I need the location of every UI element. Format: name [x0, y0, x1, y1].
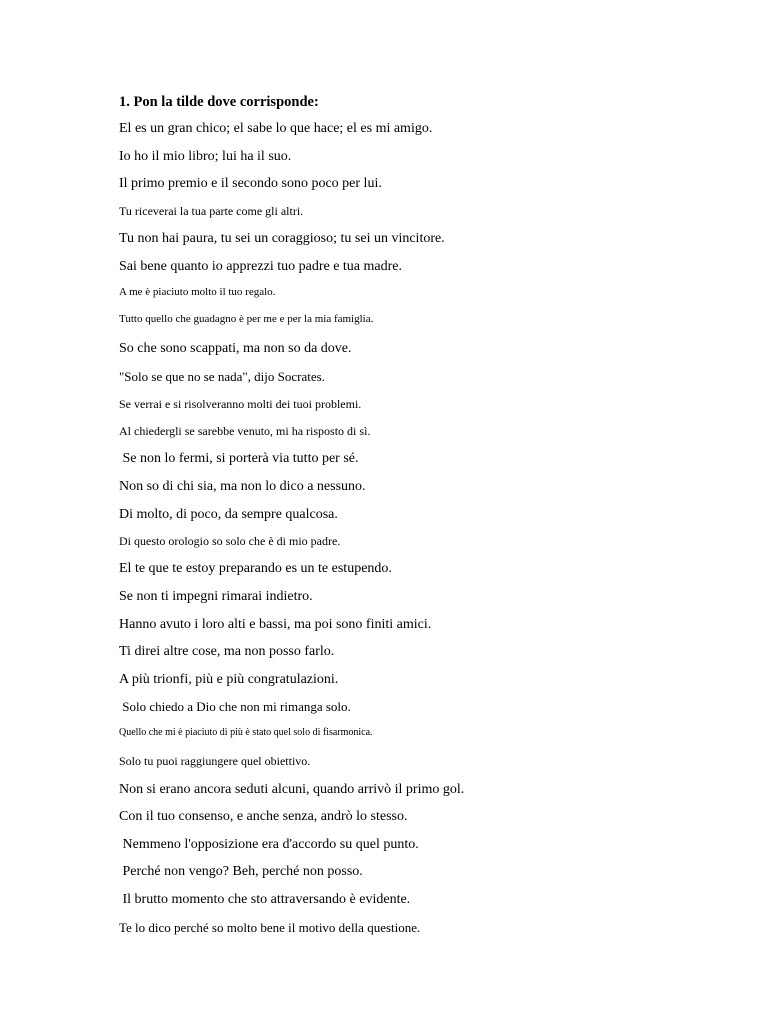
exercise-line: Ti direi altre cose, ma non posso farlo. [119, 644, 335, 659]
exercise-line: A me è piaciuto molto il tuo regalo. [119, 286, 276, 298]
exercise-line: Se verrai e si risolveranno molti dei tuoi problemi. [119, 397, 362, 411]
exercise-line: Sai bene quanto io apprezzi tuo padre e tua madre. [119, 259, 402, 274]
exercise-line: Se non ti impegni rimarai indietro. [119, 589, 313, 604]
exercise-line: Solo tu puoi raggiungere quel obiettivo. [119, 754, 311, 768]
exercise-line: Io ho il mio libro; lui ha il suo. [119, 149, 292, 164]
exercise-line: Con il tuo consenso, e anche senza, andrò lo stesso. [119, 809, 408, 824]
exercise-line: Di molto, di poco, da sempre qualcosa. [119, 507, 338, 522]
exercise-line: Quello che mi è piaciuto di più è stato quel solo di fisarmonica. [119, 727, 373, 738]
exercise-title: 1. Pon la tilde dove corrisponde: [119, 94, 319, 110]
exercise-line: Il primo premio e il secondo sono poco per lui. [119, 176, 382, 191]
exercise-line: Non si erano ancora seduti alcuni, quando arrivò il primo gol. [119, 782, 465, 797]
exercise-line: El es un gran chico; el sabe lo que hace; el es mi amigo. [119, 121, 433, 136]
exercise-line: "Solo se que no se nada", dijo Socrates. [119, 369, 325, 384]
exercise-line: Di questo orologio so solo che è di mio padre. [119, 534, 341, 548]
exercise-line: Hanno avuto i loro alti e bassi, ma poi sono finiti amici. [119, 617, 432, 632]
exercise-line: So che sono scappati, ma non so da dove. [119, 341, 352, 356]
exercise-line: A più trionfi, più e più congratulazioni. [119, 672, 339, 687]
exercise-line: Perché non vengo? Beh, perché non posso. [119, 864, 363, 879]
exercise-line: Nemmeno l'opposizione era d'accordo su quel punto. [119, 837, 419, 852]
exercise-line: Tutto quello che guadagno è per me e per la mia famiglia. [119, 313, 374, 325]
exercise-line: Non so di chi sia, ma non lo dico a nessuno. [119, 479, 366, 494]
exercise-line: Se non lo fermi, si porterà via tutto per sé. [119, 451, 359, 466]
exercise-line: Solo chiedo a Dio che non mi rimanga solo. [119, 699, 351, 714]
exercise-line: Al chiedergli se sarebbe venuto, mi ha risposto di sì. [119, 424, 371, 438]
exercise-line: El te que te estoy preparando es un te estupendo. [119, 561, 392, 576]
exercise-line: Tu riceverai la tua parte come gli altri. [119, 204, 304, 218]
exercise-line: Tu non hai paura, tu sei un coraggioso; tu sei un vincitore. [119, 231, 445, 246]
exercise-line: Il brutto momento che sto attraversando è evidente. [119, 892, 411, 907]
exercise-line: Te lo dico perché so molto bene il motivo della questione. [119, 920, 421, 935]
